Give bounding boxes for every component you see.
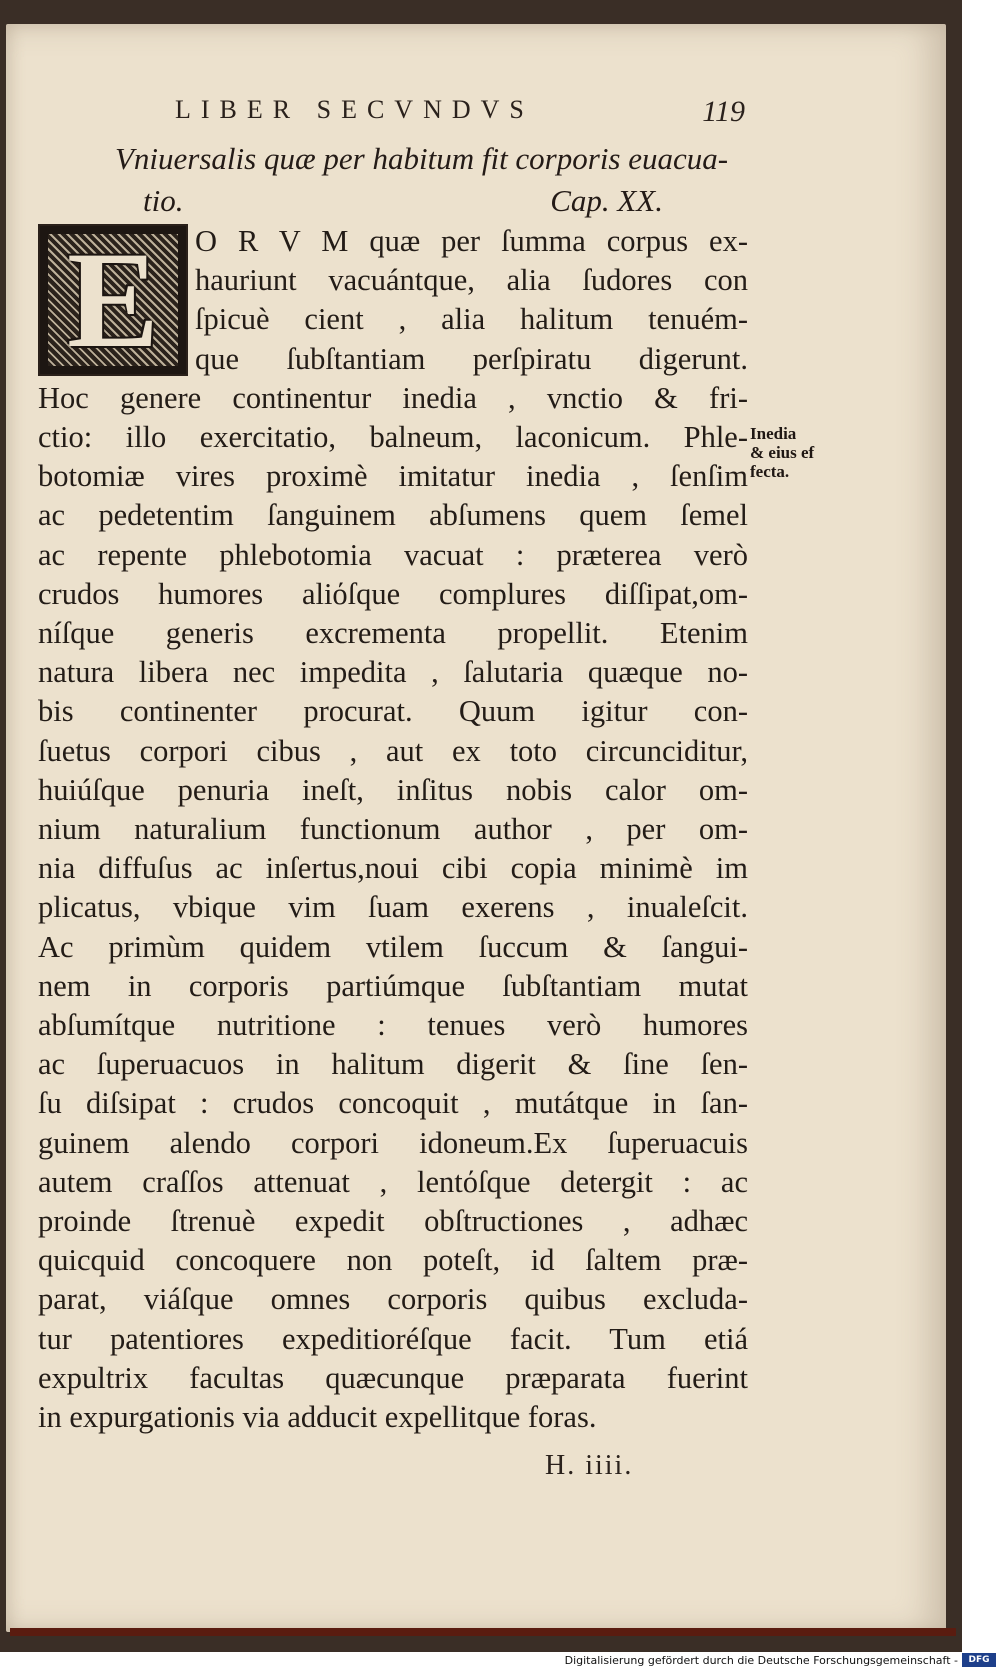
text-line: nia diffuſus ac inſertus,noui cibi copia minimè im bbox=[38, 851, 748, 886]
margin-note bbox=[750, 424, 850, 481]
text-line: Ac primùm quidem vtilem ſuccum & ſangui- bbox=[38, 929, 748, 964]
text-line: nem in corporis partiúmque ſubſtantiam mutat bbox=[38, 968, 748, 1003]
chapter-title-word: tio. bbox=[143, 183, 184, 218]
margin-note-line: & eius ef bbox=[750, 443, 815, 462]
text-line: níſque generis excrementa propellit. Etenim bbox=[38, 616, 748, 651]
text-line: natura libera nec impedita , ſalutaria quæque no- bbox=[38, 655, 748, 690]
text-line: ſpicuè cient , alia halitum tenuém- bbox=[195, 302, 748, 337]
text-line: O R V M quæ per ſumma corpus ex- bbox=[195, 224, 748, 258]
text-line: bis continenter procurat. Quum igitur con- bbox=[38, 694, 748, 729]
margin-note-line: fecta. bbox=[750, 462, 790, 481]
text-line: que ſubſtantiam perſpiratu digerunt. bbox=[195, 341, 748, 376]
page-edge bbox=[10, 1628, 956, 1636]
text-line: parat, viáſque omnes corporis quibus excluda- bbox=[38, 1282, 748, 1317]
text-line: nium naturalium functionum author , per om- bbox=[38, 812, 748, 847]
text-line: ac pedetentim ſanguinem abſumens quem ſemel bbox=[38, 498, 748, 533]
chapter-number: Cap. XX. bbox=[550, 183, 663, 218]
text-line: crudos humores aliόſque complures diſſipat,om- bbox=[38, 576, 748, 611]
text-line: ſu diſsipat : crudos concoquit , mutátque in ſan- bbox=[38, 1086, 748, 1121]
page-header bbox=[175, 95, 745, 135]
text-line: ac repente phlebotomia vacuat : præterea verò bbox=[38, 537, 748, 572]
text-line: guinem alendo corpori idoneum.Ex ſuperuacuis bbox=[38, 1125, 748, 1160]
text-line: Hoc genere continentur inedia , vnctio & fri- bbox=[38, 380, 748, 415]
text-line: in expurgationis via adducit expellitque foras. bbox=[38, 1400, 597, 1435]
text-line: autem craſſos attenuat , lentόſque detergit : ac bbox=[38, 1164, 748, 1199]
dfg-logo: DFG bbox=[962, 1653, 996, 1667]
text-line: plicatus, vbique vim ſuam exerens , inualeſcit. bbox=[38, 890, 748, 925]
running-head: LIBER SECVNDVS bbox=[175, 95, 534, 124]
text-line: huiúſque penuria ineſt, inſitus nobis calor om- bbox=[38, 772, 748, 807]
text-line: expultrix facultas quæcunque præparata fuerint bbox=[38, 1360, 748, 1395]
body-text bbox=[38, 222, 748, 1437]
text-line: ſuetus corpori cibus , aut ex toto circunciditur, bbox=[38, 733, 748, 768]
text-line: quicquid concoquere non poteſt, id ſaltem præ- bbox=[38, 1243, 748, 1278]
text-line: ctio: illo exercitatio, balneum, laconicum. Phle- bbox=[38, 420, 748, 455]
text-line: tur patentiores expeditioréſque facit. Tum etiá bbox=[38, 1321, 748, 1356]
chapter-title-line-1: Vniuersalis quæ per habitum fit corporis euacua- bbox=[115, 141, 729, 176]
margin-note-line: Inedia bbox=[750, 424, 797, 443]
initial-letter: E bbox=[66, 223, 160, 376]
chapter-title-line-2 bbox=[115, 180, 663, 222]
text-line: hauriunt vacuántque, alia ſudores con bbox=[195, 263, 748, 298]
footer-credit: Digitalisierung gefördert durch die Deutsche Forschungsgemeinschaft - bbox=[564, 1654, 958, 1667]
text-line: proinde ſtrenuè expedit obſtructiones , adhæc bbox=[38, 1204, 748, 1239]
text-line: botomiæ vires proximè imitatur inedia , ſenſim bbox=[38, 459, 748, 494]
chapter-title bbox=[115, 138, 755, 222]
text-line: abſumítque nutritione : tenues verò humores bbox=[38, 1008, 748, 1043]
signature-mark: H. iiii. bbox=[545, 1450, 634, 1481]
page-number: 119 bbox=[702, 95, 745, 128]
text-line: ac ſuperuacuos in halitum digerit & ſine ſen- bbox=[38, 1047, 748, 1082]
